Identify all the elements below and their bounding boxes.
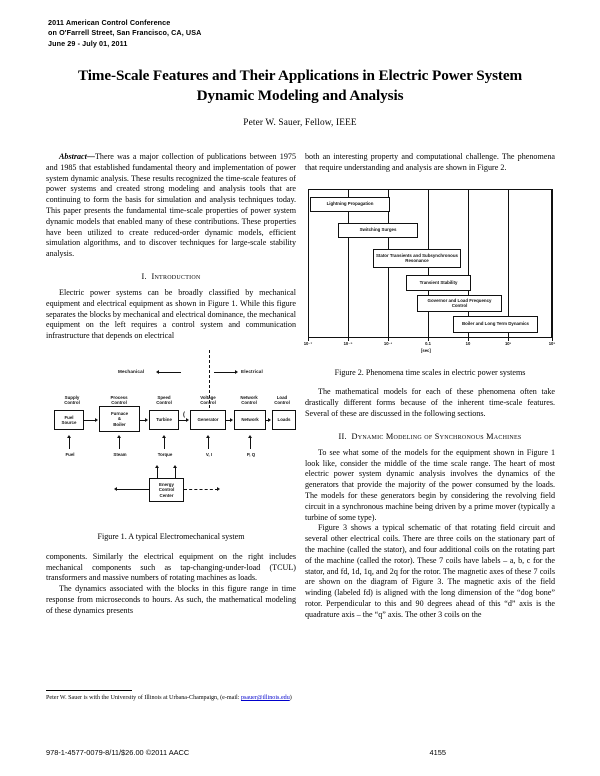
footnote-email-link[interactable]: psauer@illinois.edu	[240, 695, 290, 701]
figure-1-top-label-load: Load Control	[274, 395, 290, 406]
figure-2-gridline-5	[468, 189, 469, 337]
intro-paragraph-1: Electric power systems can be broadly classified by mechanical equipment and electrical equipment as shown in Figure 1. While this figure separates the blocks by mechanical and electrical dominance, the mechanical equipment on the left requires a control system and communication infrastructure that depends on electrical	[46, 288, 296, 341]
title-block	[50, 66, 550, 128]
figure-2-box-boiler-long-term: Boiler and Long Term Dynamics	[453, 316, 538, 333]
figure-1-box-energy-control-center: Energy Control Center	[149, 478, 184, 502]
figure-1-divider-arrow-right	[235, 370, 238, 374]
figure-1-box-network: Network	[234, 410, 266, 430]
author-line: Peter W. Sauer, Fellow, IEEE	[243, 118, 357, 129]
figure-1-bottom-label-pq: P, Q	[246, 452, 256, 458]
figure-1-top-label-network: Network Control	[240, 395, 258, 406]
figure-1-ecc-arrow-out-left	[114, 487, 117, 491]
section-heading-introduction	[46, 271, 296, 282]
figure-1-input-line-pq	[250, 438, 251, 449]
figure-1-mechanical-label: Mechanical	[118, 369, 145, 375]
figure-1-input-arrow-steam	[117, 435, 121, 438]
figure-1-top-label-supply: Supply Control	[64, 395, 80, 406]
figure-2-ticklabel-4: 0.1	[425, 340, 431, 346]
footer-bar	[46, 748, 554, 757]
figure-2-ticklabel-7: 10⁵	[548, 340, 556, 346]
figure-2-gridline-1	[308, 189, 309, 337]
left-column	[46, 152, 296, 617]
figure-2-box-governor-load-frequency: Governor and Load Frequency Control	[417, 295, 502, 312]
figure-2-gridline-7	[552, 189, 553, 337]
figure-2-ticklabel-1: 10⁻⁷	[303, 340, 313, 346]
figure-1-input-arrow-vi	[206, 435, 210, 438]
figure-1-ecc-line-left	[157, 468, 158, 478]
figure-1-input-line-vi	[208, 438, 209, 449]
figure-2-box-switching-surges: Switching Surges	[338, 223, 418, 238]
right-intro-continuation: both an interesting property and computational challenge. The phenomena that require understanding and analysis are shown in Figure 2.	[305, 152, 555, 172]
figure-1-top-label-process: Process Control	[110, 395, 128, 406]
right-column	[305, 152, 555, 621]
figure-1-box-fuel-source: Fuel Source	[54, 410, 84, 430]
figure-2-caption: Figure 2. Phenomena time scales in electric power systems	[334, 367, 526, 377]
figure-2-x-axis-label: [sec]	[421, 347, 431, 353]
figure-1-divider-arm-right	[214, 372, 236, 373]
footer-page-number: 4155	[429, 748, 446, 757]
figure-1-connector-4-arrow	[230, 418, 233, 422]
figure-1-ecc-line-out-right	[184, 489, 218, 490]
left-paragraph-after-figure-1: components. Similarly the electrical equipment on the right includes mechanical components such as tap-changing-under-load (TCUL) transformers and massive numbers of rotating machines as loads.	[46, 551, 296, 583]
figure-1-input-line-fuel	[69, 438, 70, 449]
section-heading-dynamic-modeling	[305, 431, 555, 442]
figure-2-ticklabel-6: 10³	[504, 340, 512, 346]
figure-1-caption: Figure 1. A typical Electromechanical system	[97, 532, 245, 542]
figure-1-bottom-label-steam: Steam	[113, 452, 127, 458]
figure-1-box-turbine: Turbine	[149, 410, 179, 430]
figure-2-ticklabel-2: 10⁻⁵	[343, 340, 353, 346]
figure-1-connector-1-arrow	[95, 418, 98, 422]
footer-isbn: 978-1-4577-0079-8/11/$26.00 ©2011 AACC	[46, 748, 190, 757]
figure-1-box-loads: Loads	[272, 410, 296, 430]
figure-1-electrical-label: Electrical	[241, 369, 263, 375]
abstract-paragraph	[46, 152, 296, 260]
figure-1-top-label-speed: Speed Control	[156, 395, 172, 406]
footnote-rule	[46, 690, 132, 691]
figure-1-divider-arm-left	[159, 372, 181, 373]
right-paragraph-after-figure-2: The mathematical models for each of these phenomena often take drastically different forms because of the inherent time-scale features. Several of these are discussed in the following sections.	[305, 387, 555, 418]
section-2-paragraph-1: To see what some of the models for the equipment shown in Figure 1 look like, consider the middle of the time scale range. The heart of most electric power system dynamic analysis involves the dynamics of the generators that provide the majority of the power consumed by the loads. The models for these generators begin by considering the revolving field circuit in a synchronous machine being driven by a prime mover (typically a turbine of some type).	[305, 447, 555, 522]
conference-line-1: 2011 American Control Conference	[48, 18, 171, 27]
figure-2-box-lightning-propagation: Lightning Propagation	[310, 197, 390, 212]
section-numeral-2: II.	[338, 431, 347, 441]
figure-1-top-label-voltage: Voltage Control	[200, 395, 216, 406]
section-title-2: Dynamic Modeling of Synchronous Machines	[351, 431, 522, 441]
figure-1-divider-arrow-left	[156, 370, 159, 374]
figure-1-ecc-arrow-out-right	[217, 487, 220, 491]
conference-line-3: June 29 - July 01, 2011	[48, 38, 128, 48]
figure-1-bottom-label-vi: V, I	[205, 452, 213, 458]
figure-1	[46, 350, 296, 525]
figure-1-ecc-arrow-left	[155, 465, 159, 468]
page-title: Time-Scale Features and Their Applications in Electric Power System Dynamic Modeling and Analysis	[77, 67, 523, 105]
figure-1-input-arrow-torque	[162, 435, 166, 438]
figure-1-ecc-line-out-left	[116, 489, 149, 490]
figure-2-ticklabel-5: 10	[465, 340, 471, 346]
figure-2-x-axis	[308, 337, 552, 338]
figure-1-connector-5-arrow	[268, 418, 271, 422]
left-paragraph-dynamics: The dynamics associated with the blocks in this figure range in time response from microseconds to hours. As such, the mathematical modeling of these dynamics presents	[46, 584, 296, 615]
figure-2-gridline-6	[508, 189, 509, 337]
figure-2-box-transient-stability: Transient Stability	[406, 275, 471, 291]
figure-1-input-arrow-fuel	[67, 435, 71, 438]
section-title: Introduction	[151, 271, 201, 281]
footnote-text-before: Peter W. Sauer is with the University of Illinois at Urbana-Champaign, (e-mail:	[46, 695, 241, 701]
figure-1-input-line-torque	[164, 438, 165, 449]
figure-1-ecc-line-right	[175, 468, 176, 478]
section-2-paragraph-2: Figure 3 shows a typical schematic of that rotating field circuit and several other electrical coils. There are three coils on the stationary part of the machine (called the stator), and four additional coils on the rotating part of the machine (called the rotor). These 7 coils have labels – a, b, c for the stator, and fd, 1d, 1q, and 2q for the rotor. The magnetic axes of these 7 coils are shown on the diagram of Figure 3. The magnetic axis of the field winding (labeled fd) is aligned with the long dimension of the “dog bone” rotor. Perpendicular to this and 90 degrees ahead of this “d” axis is the quadrature axis – the “q” axis. The other 3 coils on the	[305, 523, 555, 619]
abstract-label: Abstract—	[59, 152, 95, 161]
section-numeral: I.	[141, 271, 147, 281]
footnote	[46, 690, 296, 702]
figure-1-bottom-label-fuel: Fuel	[65, 452, 75, 458]
figure-1-bottom-label-torque: Torque	[157, 452, 173, 458]
abstract-text: There was a major collection of publications between 1975 and 1985 that established fundamental theory and implementation of power system dynamic analysis. These results recognized the time-scale features of power systems and created strong modeling and analysis tools that are continuing to form the basis for simulation and analysis techniques today. This paper presents the fundamental time-scale properties of power system dynamic models that enabled many of these contributions. These properties have been utilized to create reduced-order dynamic models, efficient simulation algorithms, and to discover techniques for large-scale stability analysis.	[46, 152, 296, 259]
figure-2	[305, 183, 555, 361]
conference-line-2: on O'Farrell Street, San Francisco, CA, USA	[48, 28, 202, 38]
figure-1-box-generator: Generator	[190, 410, 226, 430]
figure-1-ecc-arrow-right	[173, 465, 177, 468]
figure-2-box-stator-transients: Stator Transients and Subsynchronous Resonance	[373, 249, 461, 268]
figure-1-input-arrow-pq	[248, 435, 252, 438]
figure-1-input-line-steam	[119, 438, 120, 449]
figure-1-connector-2-arrow	[145, 418, 148, 422]
conference-header	[48, 18, 201, 49]
figure-1-box-furnace-boiler: Furnace & Boiler	[99, 406, 140, 432]
footnote-text-after: )	[289, 695, 292, 701]
figure-1-shaft-coupling-icon: (	[183, 412, 185, 419]
figure-2-ticklabel-3: 10⁻³	[383, 340, 393, 346]
